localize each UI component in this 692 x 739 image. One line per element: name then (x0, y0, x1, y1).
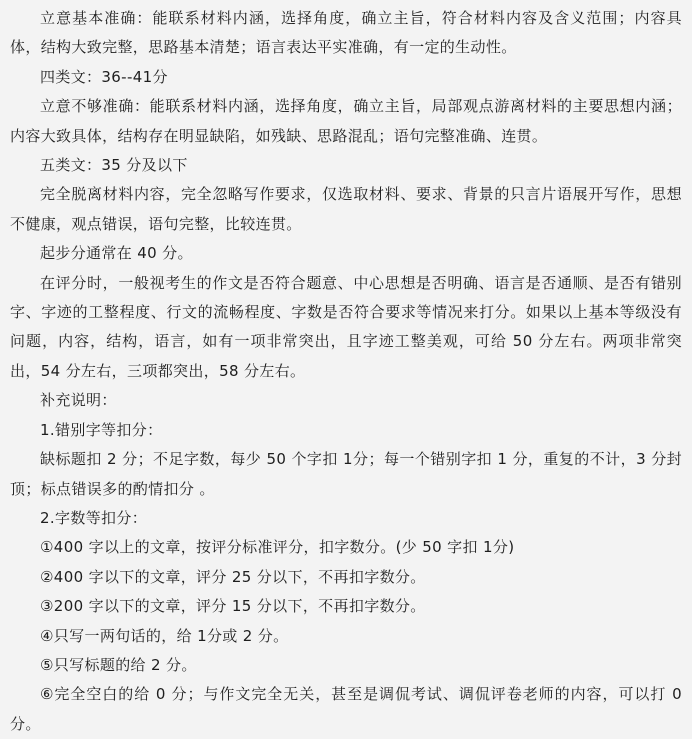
paragraph-level5-heading: 五类文：35 分及以下 (40, 156, 188, 175)
list-item-rule-6: ⑥完全空白的给 0 分；与作文完全无关，甚至是调侃考试、调侃评卷老师的内容，可以打 0 分。 (10, 685, 682, 733)
paragraph-typo-deduction-rules: 缺标题扣 2 分；不足字数，每少 50 个字扣 1分；每一个错别字扣 1 分，重复的不计，3 分封顶；标点错误多的酌情扣分 。 (10, 450, 682, 498)
list-item-rule-5: ⑤只写标题的给 2 分。 (40, 655, 197, 674)
paragraph-level3-criteria: 立意基本准确：能联系材料内涵，选择角度，确立主旨，符合材料内容及含义范围；内容具体，结构大致完整，思路基本清楚；语言表达平实准确，有一定的生动性。 (10, 9, 682, 57)
paragraph-level4-heading: 四类文：36--41分 (40, 67, 168, 86)
paragraph-typo-deduction-heading: 1.错别字等扣分： (40, 420, 163, 439)
paragraph-starting-score: 起步分通常在 40 分。 (40, 244, 193, 263)
paragraph-level5-criteria: 完全脱离材料内容，完全忽略写作要求，仅选取材料、要求、背景的只言片语展开写作，思想不健康，观点错误，语句完整，比较连贯。 (10, 185, 682, 233)
paragraph-wordcount-heading: 2.字数等扣分： (40, 508, 148, 527)
list-item-rule-3: ③200 字以下的文章，评分 15 分以下，不再扣字数分。 (40, 597, 426, 616)
paragraph-supplement-heading: 补充说明： (40, 391, 117, 410)
list-item-rule-4: ④只写一两句话的，给 1分或 2 分。 (40, 626, 289, 645)
list-item-rule-2: ②400 字以下的文章，评分 25 分以下，不再扣字数分。 (40, 567, 426, 586)
paragraph-scoring-method: 在评分时，一般视考生的作文是否符合题意、中心思想是否明确、语言是否通顺、是否有错别字、字迹的工整程度、行文的流畅程度、字数是否符合要求等情况来打分。如果以上基本等级没有问题，内容，结构，语言，如有一项非常突出，且字迹工整美观，可给 50 分左右。两项非常突出，54 分左右，三项都突出，58 分左右。 (10, 273, 682, 380)
paragraph-level4-criteria: 立意不够准确：能联系材料内涵，选择角度，确立主旨，局部观点游离材料的主要思想内涵；内容大致具体，结构存在明显缺陷，如残缺、思路混乱；语句完整准确、连贯。 (10, 97, 682, 145)
list-item-rule-1: ①400 字以上的文章，按评分标准评分，扣字数分。(少 50 字扣 1分) (40, 538, 515, 557)
